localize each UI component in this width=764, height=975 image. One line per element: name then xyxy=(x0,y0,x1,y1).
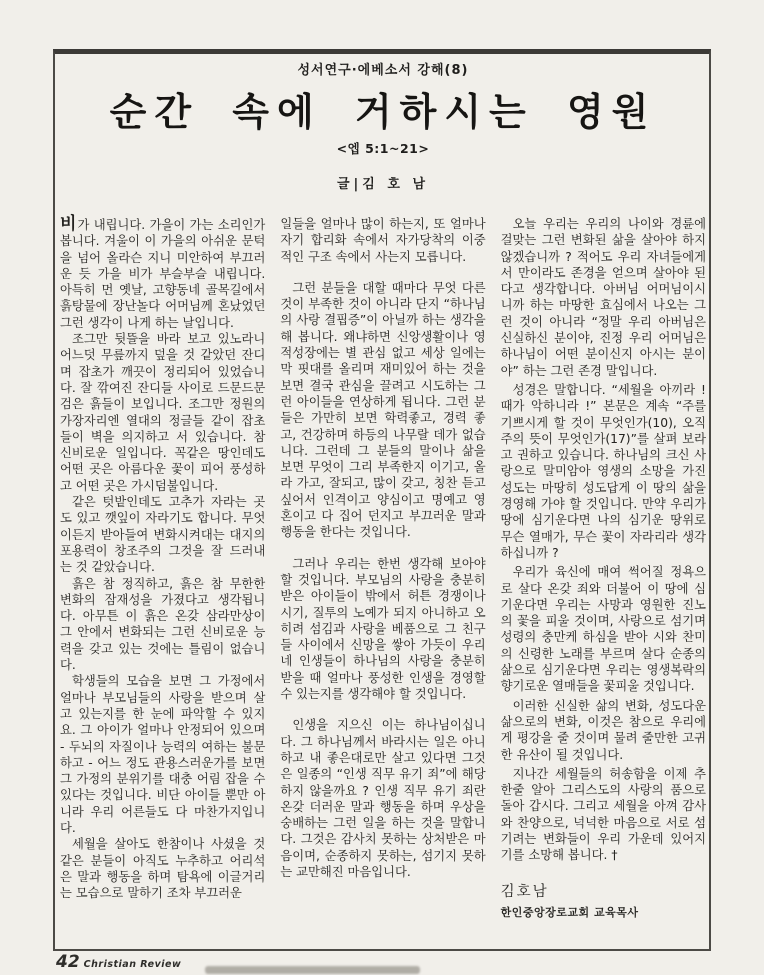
lead-character: 비 xyxy=(60,214,78,234)
paragraph: 그런 분들을 대할 때마다 무엇 다른 것이 부족한 것이 아니라 단지 “하나님의 사랑 결핍증”이 아닐까 하는 생각을 해 봅니다. 왜냐하면 신앙생활이나 영적성장에는 별 관심 없고 세상 일에는 막 핏대를 올리며 재미있어 하는 것을 보면 결국 관심을 끌려고 시도하는 그런 아이들을 연상하게 됩니다. 그런 분들은 가만히 보면 학력좋고, 경력 좋고, 건강하며 하등의 나무랄 데가 없습니다. 그런데 그 분들의 말이나 삶을 보면 무엇이 그리 부족한지 이기고, 올라 가고, 잘되고, 많이 갖고, 칭찬 듣고 싶어서 인격이고 양심이고 명예고 영혼이고 다 집어 던지고 부끄러운 말과 행동을 한다는 것입니다. xyxy=(280,280,486,540)
magazine-name: Christian Review xyxy=(83,959,182,970)
paragraph: 오늘 우리는 우리의 나이와 경륜에 걸맞는 그런 변화된 삶을 살아야 하지 않겠습니까 ? 적어도 우리 자녀들에게서 만이라도 존경을 얻으며 살아야 된다고 생각합니다. 아버님 어머님이시니까 하는 마땅한 효심에서 나오는 그런 것이 아니라 “정말 우리 아버님은 신실하신 분이야, 진정 우리 어머님은 하나님이 어떤 분이신지 아시는 분이야” 하는 그런 존경 말입니다. xyxy=(500,217,706,378)
byline: 글|김 호 남 xyxy=(336,177,430,192)
author-role: 한인중앙장로교회 교육목사 xyxy=(500,905,639,919)
paragraph: 인생을 지으신 이는 하나님이십니다. 그 하나님께서 바라시는 일은 아니하고 내 좋은대로만 살고 있다면 그것은 일종의 “인생 직무 유기 죄”에 해당하지 않을까요 ? 인생 직무 유기 죄란 온갖 더러운 말과 행동을 하며 우상을 숭배하는 그런 일을 하는 것을 말합니다. 그것은 감사치 못하는 상처받은 마음이며, 순종하지 못하는, 섬기지 못하는 교만해진 마음입니다. xyxy=(280,718,486,879)
paragraph: 학생들의 모습을 보면 그 가정에서 얼마나 부모님들의 사랑을 받으며 살고 있는지를 한 눈에 파악할 수 있지요. 그 아이가 얼마나 안정되어 있으며 - 두뇌의 자질이나 능력의 여하는 불문하고 - 어느 정도 관용스러운가를 보면 그 가정의 분위기를 대충 어림 잡을 수 있다는 것입니다. 비단 아이들 뿐만 아니라 우리 어른들도 다 마찬가지입니다. xyxy=(60,674,266,835)
page-number: 42 xyxy=(56,952,80,972)
paragraph: 같은 텃밭인데도 고추가 자라는 곳도 있고 깻잎이 자라기도 합니다. 무엇이든지 받아들여 변화시켜대는 대지의 포용력이 창조주의 그것을 잘 드러내는 것 같았습니다. xyxy=(60,495,266,575)
scan-artifact xyxy=(205,966,420,974)
paragraph: 일들을 얼마나 많이 하는지, 또 얼마나 자기 합리화 속에서 자가당착의 이중적인 구조 속에서 사는지 모릅니다. xyxy=(280,217,486,264)
article-masthead xyxy=(60,54,706,192)
article-content xyxy=(60,54,706,921)
paragraph: 그러나 우리는 한번 생각해 보아야 할 것입니다. 부모님의 사랑을 충분히 받은 아이들이 밖에서 허튼 경쟁이나 시기, 질투의 노예가 되지 아니하고 오히려 섬김과 사랑을 베품으로 그 친구들 사이에서 신망을 쌓아 가듯이 우리네 인생들이 하나님의 사랑을 충분히 받을 때 얼마나 풍성한 인생을 경영할 수 있는지를 생각해야 할 것입니다. xyxy=(280,556,486,702)
page-footer xyxy=(56,952,181,972)
paragraph: 흙은 참 정직하고, 흙은 참 무한한 변화의 잠재성을 가졌다고 생각됩니다. 아무튼 이 흙은 온갖 삼라만상이 그 안에서 변화되는 그런 신비로운 능력을 갖고 있는 것에는 틀림이 없습니다. xyxy=(60,576,266,673)
article-columns xyxy=(60,216,706,921)
article-title: 순간 속에 거하시는 영원 xyxy=(109,90,657,134)
paragraph: 이러한 신실한 삶의 변화, 성도다운 삶으로의 변화, 이것은 참으로 우리에게 평강을 줄 것이며 물려 줄만한 고귀한 유산이 될 것입니다. xyxy=(500,698,706,762)
author-signature xyxy=(501,884,706,922)
paragraph: 지나간 세월들의 허송함을 이제 추한줄 알아 그리스도의 사랑의 품으로 돌아 갑시다. 그리고 세월을 아껴 감사와 찬양으로, 넉넉한 마음으로 서로 섬기려는 변화들이 우리 가운데 있어지기를 소망해 봅니다. † xyxy=(500,766,706,863)
scripture-reference: <엡 5:1~21> xyxy=(336,141,430,156)
series-kicker: 성서연구·에베소서 강해(8) xyxy=(297,63,469,78)
column-3 xyxy=(501,216,706,921)
author-name: 김호남 xyxy=(500,883,549,900)
column-2 xyxy=(280,216,485,921)
paragraph-text: 가 내립니다. 가을이 가는 소리인가 봅니다. 겨울이 이 가을의 아쉬운 문턱을 넘어 올라슨 지니 미안하여 부끄러운 듯 가을 비가 부슬부슬 내립니다. 아득히 먼 옛날, 고향동네 골목길에서 흙탕물에 장난놀다 어머님께 혼났었던 그런 생각이 나게 하는 날입니다. xyxy=(60,218,266,330)
paragraph xyxy=(60,216,265,331)
paragraph: 우리가 육신에 매여 썩어질 정욕으로 살다 온갖 죄와 더불어 이 땅에 심기운다면 우리는 사망과 영원한 진노의 꽃을 피울 것이며, 사랑으로 섬기며 성령의 충만케 하심을 받아 시와 찬미의 신령한 노래를 부르며 살다 순종의 삶으로 심기운다면 우리는 영생복락의 향기로운 열매들을 꽃피울 것입니다. xyxy=(500,565,706,694)
paragraph: 조그만 뒷뜰을 바라 보고 있노라니 어느덧 무릎까지 덮을 것 같았던 잔디며 잡초가 깨끗이 정리되어 있었습니다. 잘 깎여진 잔디들 사이로 드문드문 검은 흙들이 보입니다. 조그만 정원의 가장자리엔 열대의 정글들 같이 잡초들이 벽을 의지하고 서 있습니다. 참 신비로운 일입니다. 꼭같은 땅인데도 어떤 곳은 아름다운 꽃이 피어 풍성하고 어떤 곳은 가시덤불입니다. xyxy=(60,332,266,493)
paragraph: 세월을 살아도 한참이나 사셨을 것 같은 분들이 아직도 누추하고 어리석은 말과 행동을 하며 탐욕에 이글거리는 모습으로 말하기 조차 부끄러운 xyxy=(60,837,266,901)
paragraph: 성경은 말합니다. “세월을 아끼라 ! 때가 악하니라 !” 본문은 계속 “주를 기쁘시게 할 것이 무엇인가(10), 오직 주의 뜻이 무엇인가(17)”를 살펴 보라고 권하고 있습니다. 하나님의 크신 사랑으로 말미암아 영생의 소망을 가진 성도는 마땅히 성도답게 이 땅의 삶을 경영해 가야 할 것입니다. 만약 우리가 땅에 심기운다면 나의 심기운 땅위로 무슨 열매가, 무슨 꽃이 자라리라 생각하십니까 ? xyxy=(500,382,706,560)
column-1 xyxy=(60,216,265,921)
